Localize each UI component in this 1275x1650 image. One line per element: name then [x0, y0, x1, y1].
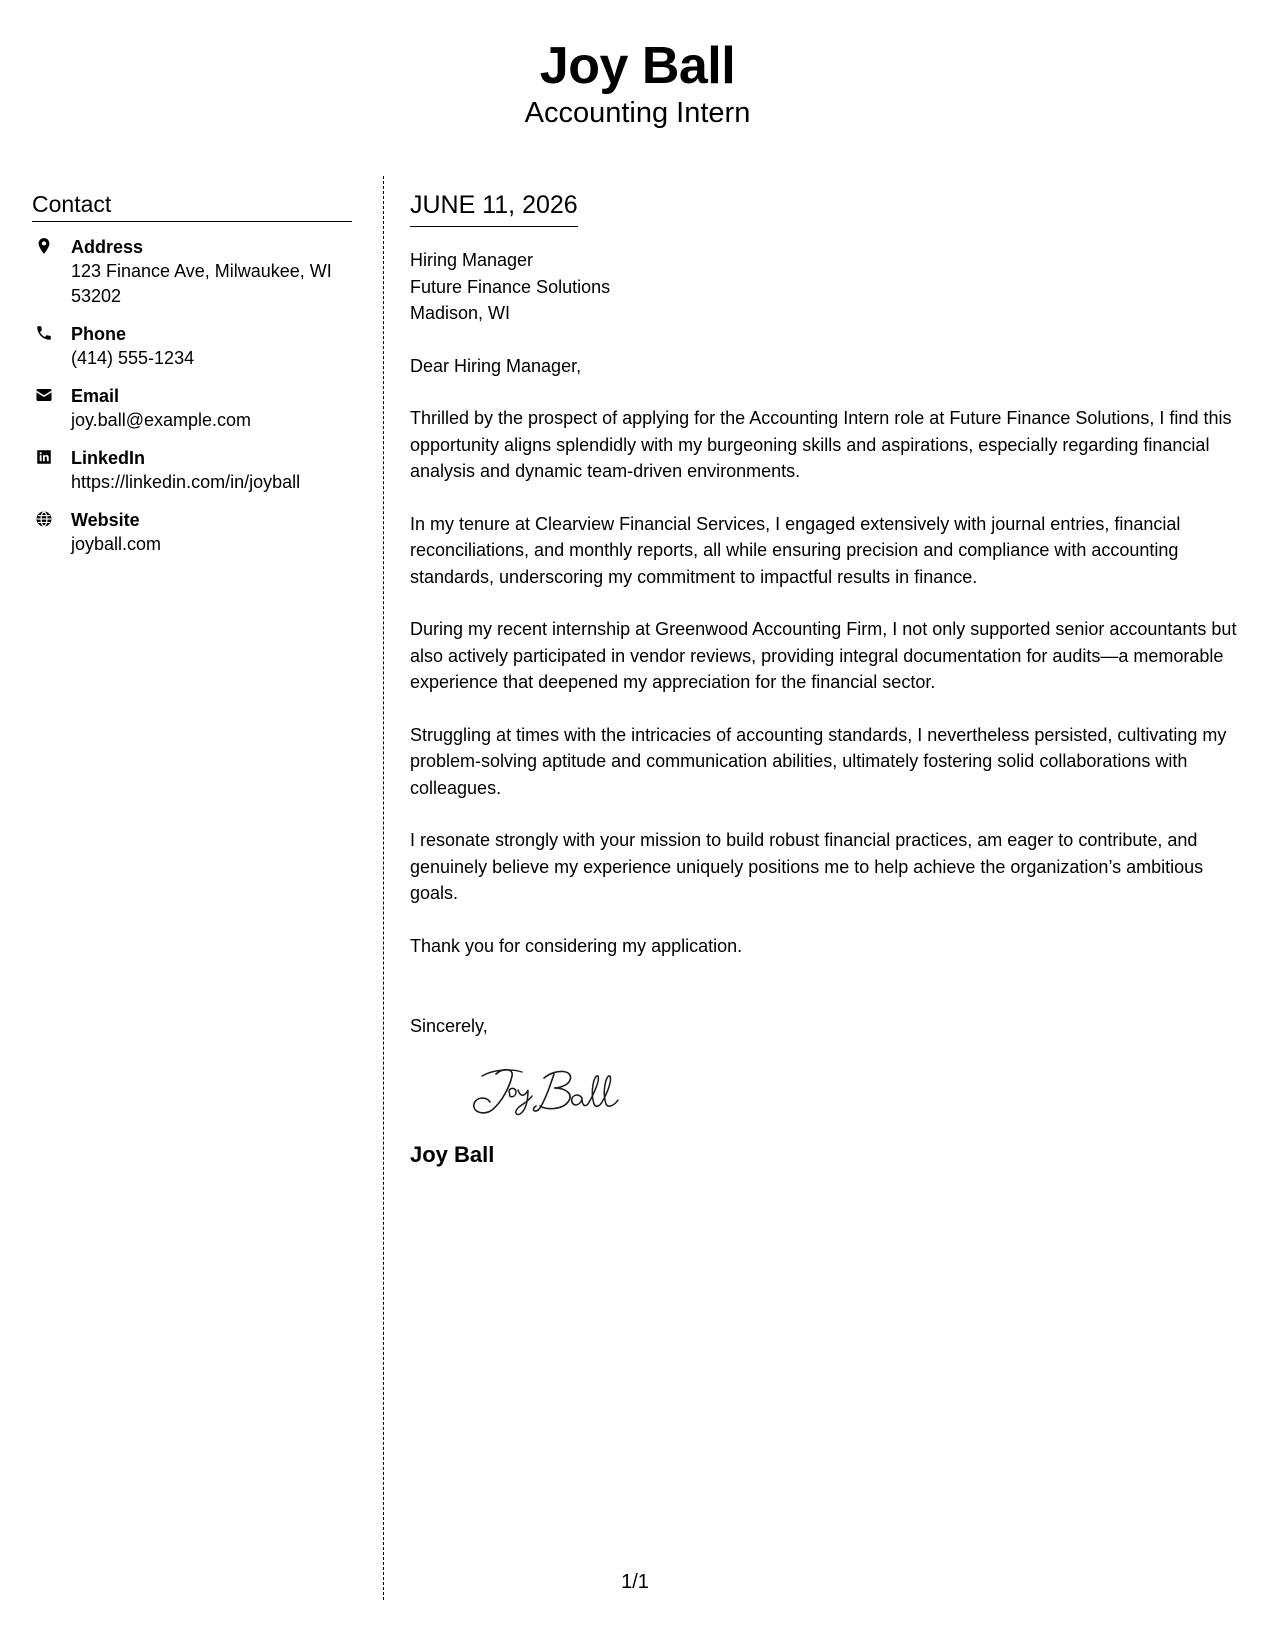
contact-heading: Contact	[32, 190, 352, 222]
contact-item-website	[32, 508, 352, 557]
body-paragraph: Thrilled by the prospect of applying for the Accounting Intern role at Future Finance Solutions, I find this opportunity aligns splendidly with my burgeoning skills and aspirations, especially regarding financial analysis and dynamic team-driven environments.	[410, 408, 1232, 481]
contact-sidebar	[32, 190, 352, 557]
recipient-line: Hiring Manager	[410, 250, 534, 270]
closing: Sincerely,	[410, 1016, 488, 1036]
body-paragraph: Struggling at times with the intricacies of accounting standards, I nevertheless persisted, cultivating my problem-solving aptitude and communication abilities, ultimately fostering solid collaborations with colleagues.	[410, 724, 1227, 798]
phone-value: (414) 555-1234	[71, 348, 195, 368]
contact-label: Phone	[71, 324, 127, 344]
letter-date: JUNE 11, 2026	[410, 190, 578, 227]
body-paragraph: Thank you for considering my application.	[410, 935, 743, 956]
linkedin-icon	[35, 448, 53, 466]
email-value: joy.ball@example.com	[71, 410, 252, 430]
address-value: 123 Finance Ave, Milwaukee, WI 53202	[71, 261, 332, 306]
recipient-line: Madison, WI	[410, 303, 511, 323]
page-number: 1/1	[621, 1571, 649, 1593]
phone-icon	[35, 324, 53, 342]
signed-name: Joy Ball	[410, 1141, 495, 1167]
letter-header	[0, 34, 1275, 130]
map-pin-icon	[35, 237, 53, 255]
recipient-line: Future Finance Solutions	[410, 276, 611, 297]
body-paragraph: I resonate strongly with your mission to build robust financial practices, am eager to contribute, and genuinely believe my experience uniquely positions me to help achieve the organization’s ambitious goals.	[410, 830, 1204, 903]
contact-item-linkedin	[32, 446, 352, 495]
letter-body	[410, 190, 1250, 1169]
envelope-icon	[35, 386, 53, 404]
salutation: Dear Hiring Manager,	[410, 355, 582, 376]
job-title: Accounting Intern	[524, 97, 751, 129]
contact-item-phone	[32, 322, 352, 371]
contact-label: LinkedIn	[71, 448, 146, 468]
body-paragraph: During my recent internship at Greenwood Accounting Firm, I not only supported senior accountants but also actively participated in vendor reviews, providing integral documentation for audits—a memorable experience that deepened my appreciation for the financial sector.	[410, 619, 1237, 692]
column-divider	[383, 176, 384, 1600]
linkedin-value: https://linkedin.com/in/joyball	[71, 472, 301, 492]
handwritten-signature	[466, 1064, 626, 1120]
body-paragraph: In my tenure at Clearview Financial Services, I engaged extensively with journal entries, financial reconciliations, and monthly reports, all while ensuring precision and compliance with accounting standards, underscoring my commitment to impactful results in finance.	[410, 513, 1181, 587]
recipient-block	[410, 247, 1250, 327]
contact-label: Email	[71, 386, 120, 406]
website-value: joyball.com	[71, 534, 162, 554]
contact-item-address	[32, 235, 352, 309]
contact-label: Website	[71, 510, 140, 530]
globe-icon	[35, 510, 53, 528]
applicant-name: Joy Ball	[539, 37, 736, 95]
contact-item-email	[32, 384, 352, 433]
contact-label: Address	[71, 237, 144, 257]
